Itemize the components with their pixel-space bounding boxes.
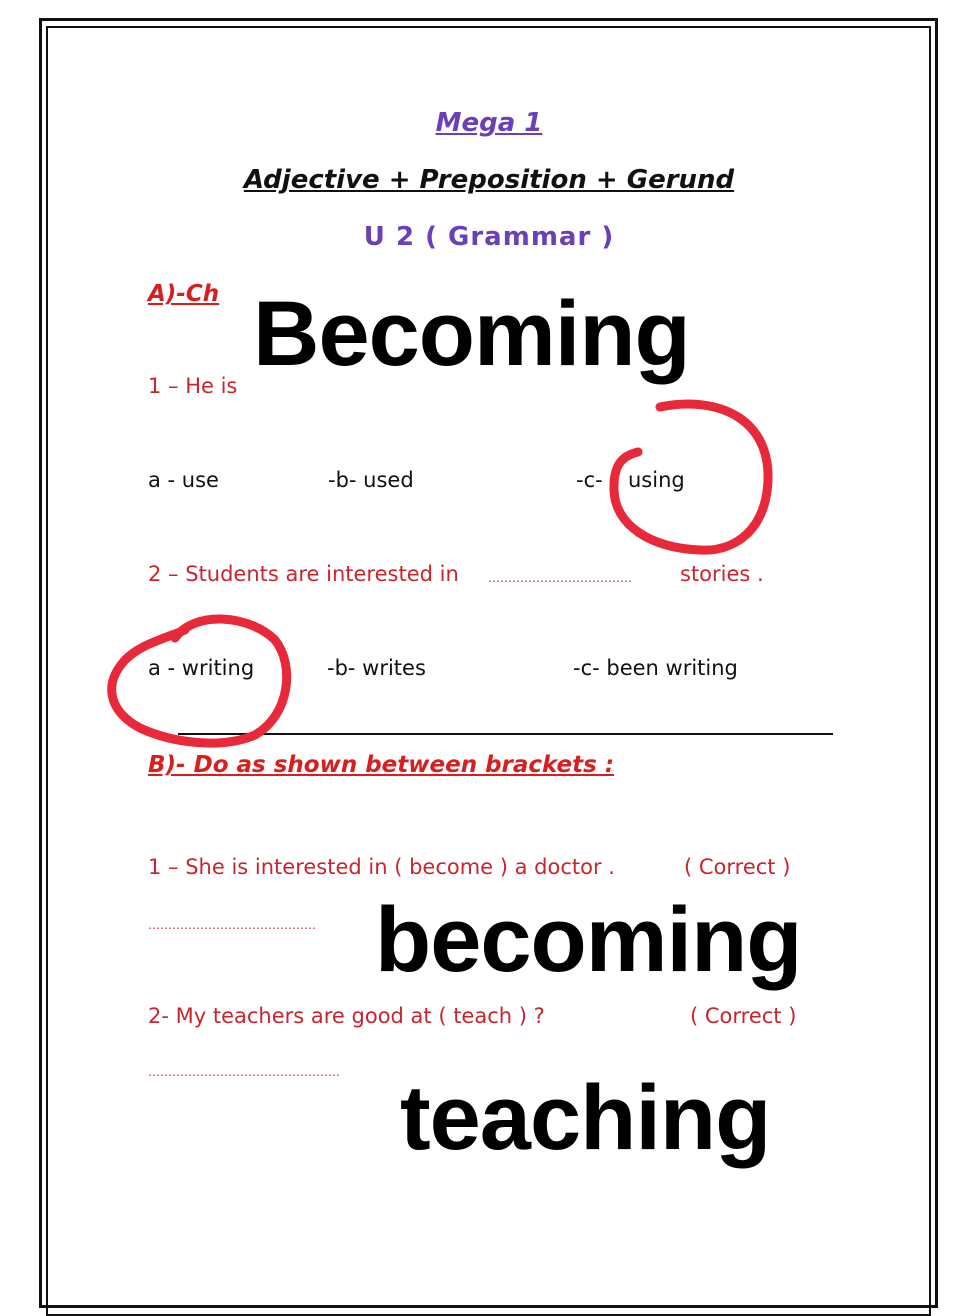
option-a1-b: -b- used [328,468,414,492]
overlay-answer-b2: teaching [400,1067,771,1169]
question-a2-text: 2 – Students are interested in [148,562,459,586]
question-a2-after: stories . [680,562,764,586]
overlay-answer-becoming: Becoming [253,283,690,385]
section-divider [178,733,833,735]
option-a1-c: using [628,468,685,492]
option-a2-b: -b- writes [327,656,426,680]
answer-b2-blank: ………………………………………… [148,1065,340,1079]
question-b1-bracket: ( Correct ) [684,855,791,879]
worksheet-title: Mega 1 [435,108,543,138]
question-a1-text: 1 – He is [148,374,238,398]
section-a-heading: A)-Ch [148,281,220,307]
option-a2-a: a - writing [148,656,255,680]
section-b-heading: B)- Do as shown between brackets : [148,752,615,778]
question-a2-blank: ……………………………… [488,571,632,585]
worksheet-subtitle: Adjective + Preposition + Gerund [243,165,735,195]
option-a1-a: a - use [148,468,219,492]
option-a2-c: -c- been writing [573,656,738,680]
answer-b1-blank: …………………………………… [148,918,316,932]
unit-label: U 2 ( Grammar ) [363,222,615,252]
question-b2-text: 2- My teachers are good at ( teach ) ? [148,1004,545,1028]
question-b2-bracket: ( Correct ) [690,1004,797,1028]
option-a1-c-label: -c- [576,468,603,492]
overlay-answer-b1: becoming [375,889,802,991]
question-b1-text: 1 – She is interested in ( become ) a doctor . [148,855,615,879]
